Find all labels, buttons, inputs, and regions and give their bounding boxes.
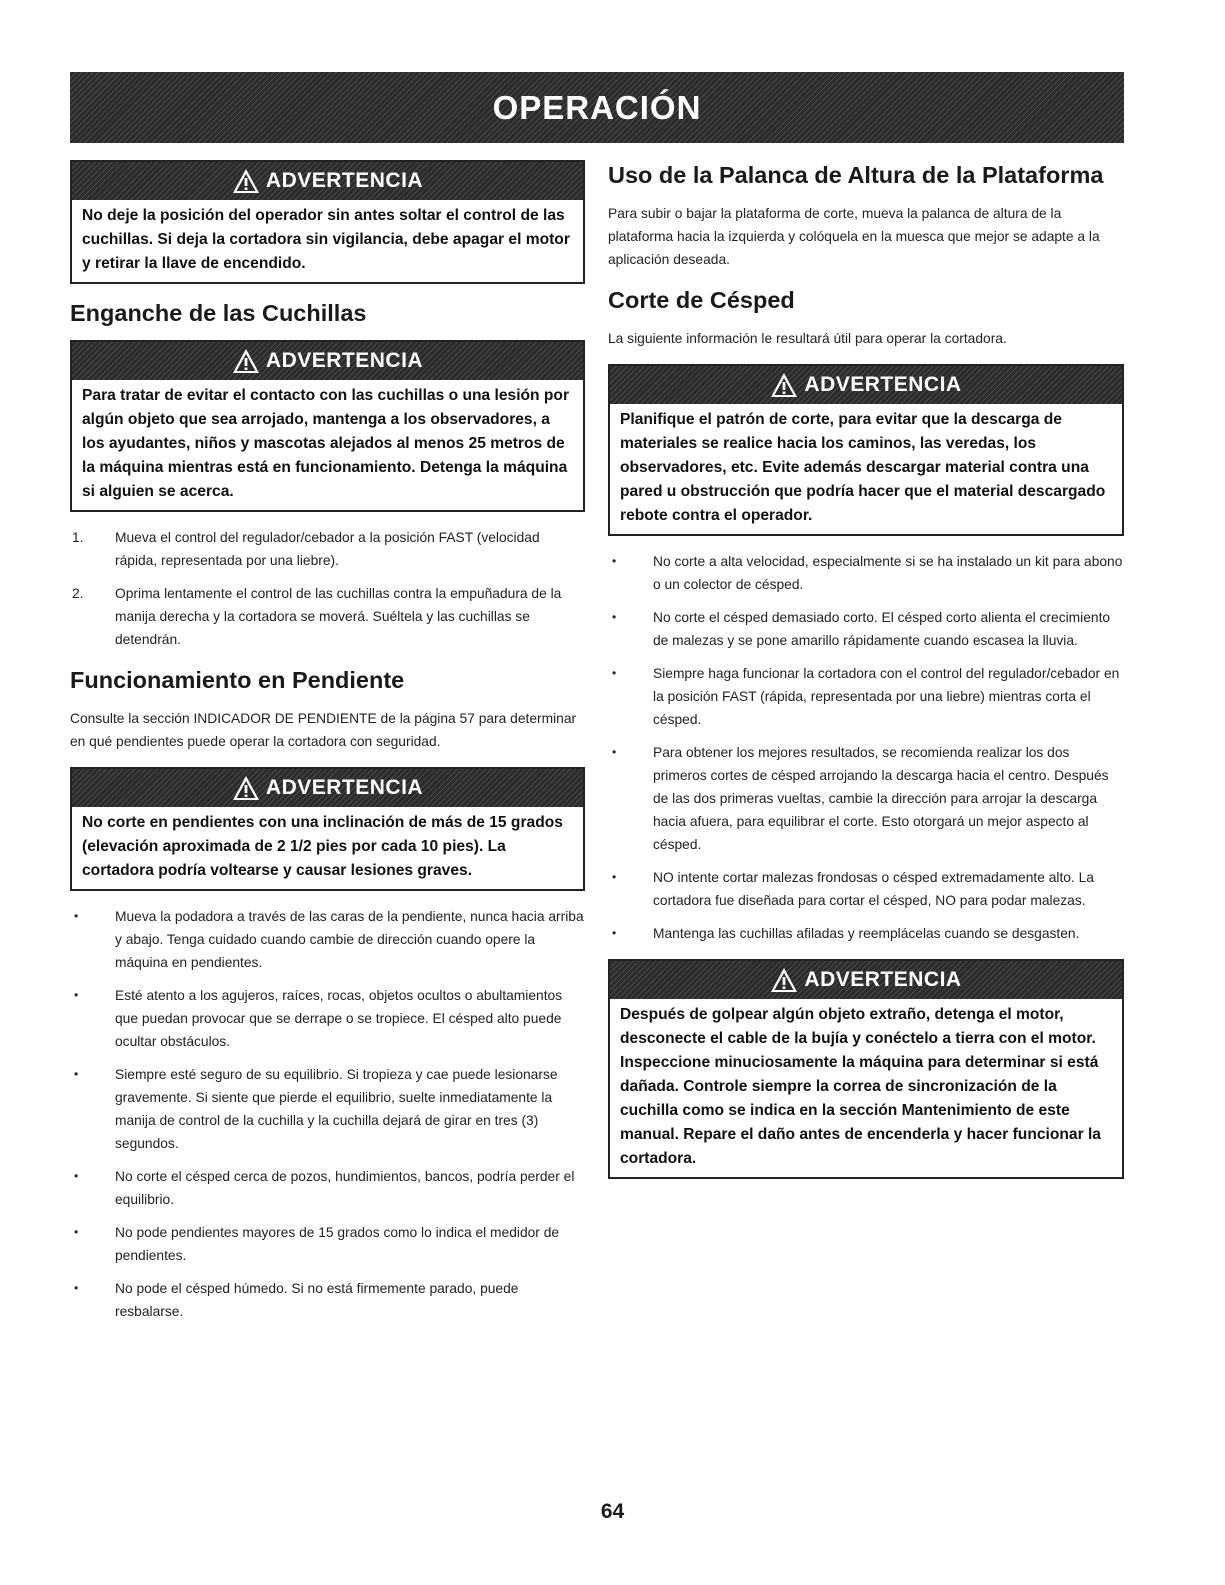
list-item: • NO intente cortar malezas frondosas o césped extremadamente alto. La cortadora fue diseñada para cortar el césped, NO para podar malezas. <box>612 870 1094 908</box>
bullet-text: No corte el césped cerca de pozos, hundimientos, bancos, podría perder el equilibrio. <box>115 1169 575 1207</box>
mowing-intro-text: La siguiente información le resultará útil para operar la cortadora. <box>608 331 1007 346</box>
page-title: OPERACIÓN <box>492 88 702 126</box>
page-number: 64 <box>600 1500 625 1523</box>
warning-box-discharge <box>608 364 1124 536</box>
warning-label: ADVERTENCIA <box>265 776 424 799</box>
section-title-deck-lever: Uso de la Palanca de Altura de la Plataforma <box>608 162 1104 188</box>
warning-header <box>72 342 583 380</box>
bullet-text: Mueva la podadora a través de las caras de la pendiente, nunca hacia arriba y abajo. Tenga cuidado cuando cambie de dirección cuando opere la máquina en pendientes. <box>115 909 584 970</box>
page-header-banner <box>70 72 1124 143</box>
slope-bullet-list <box>70 905 585 1323</box>
section-title-slope-operation: Funcionamiento en Pendiente <box>70 667 405 693</box>
step-number: 1. <box>72 530 84 545</box>
list-item: • Siempre esté seguro de su equilibrio. Si tropieza y cae puede lesionarse gravemente. Si siente que pierde el equilibrio, suelte inmediatamente la manija de control de la cuchilla y la cuchilla dejará de girar en tres (3) segundos. <box>74 1067 558 1151</box>
warning-triangle-icon <box>770 967 798 993</box>
list-item: • No pode pendientes mayores de 15 grados como lo indica el medidor de pendientes. <box>74 1225 560 1263</box>
warning-box-operator <box>70 160 585 284</box>
warning-label: ADVERTENCIA <box>804 968 962 991</box>
list-item: • No corte el césped demasiado corto. El césped corto alienta el crecimiento de malezas y se pone amarillo rápidamente cuando escasea la lluvia. <box>612 610 1111 648</box>
warning-label: ADVERTENCIA <box>265 349 424 372</box>
step-text: Oprima lentamente el control de las cuchillas contra la empuñadura de la manija derecha y la cortadora se moverá. Suéltela y las cuchillas se detendrán. <box>115 586 562 647</box>
list-item <box>70 582 585 651</box>
list-item: • No pode el césped húmedo. Si no está firmemente parado, puede resbalarse. <box>74 1281 519 1319</box>
bullet-text: Siempre haga funcionar la cortadora con el control del regulador/cebador en la posición FAST (rápida, representada por una liebre) mientras corta el césped. <box>653 666 1120 727</box>
list-item: • No corte a alta velocidad, especialmente si se ha instalado un kit para abono o un colector de césped. <box>612 554 1123 592</box>
warning-text: Para tratar de evitar el contacto con las cuchillas o una lesión por algún objeto que sea arrojado, mantenga a los observadores, a los ayudantes, niños y mascotas alejados al menos 25 metros de la máquina mientras está en funcionamiento. Detenga la máquina si alguien se acerca. <box>72 380 583 510</box>
bullet-text: No corte a alta velocidad, especialmente si se ha instalado un kit para abono o un colector de césped. <box>653 554 1123 592</box>
warning-triangle-icon <box>232 775 260 801</box>
warning-box-foreign-object <box>608 959 1124 1179</box>
warning-triangle-icon <box>770 372 798 398</box>
warning-label: ADVERTENCIA <box>265 169 424 192</box>
bullet-text: Para obtener los mejores resultados, se recomienda realizar los dos primeros cortes de césped arrojando la descarga hacia el centro. Después de las dos primeras vueltas, cambie la dirección para arrojar la descarga hacia afuera, para equilibrar el corte. Esto otorgará un mejor aspecto al césped. <box>653 745 1109 852</box>
list-item: • Siempre haga funcionar la cortadora con el control del regulador/cebador en la posición FAST (rápida, representada por una liebre) mientras corta el césped. <box>612 666 1120 727</box>
step-text: Mueva el control del regulador/cebador a la posición FAST (velocidad rápida, representada por una liebre). <box>115 530 540 568</box>
bullet-text: Mantenga las cuchillas afiladas y reemplácelas cuando se desgasten. <box>653 926 1080 941</box>
deck-lever-text: Para subir o bajar la plataforma de corte, mueva la palanca de altura de la plataforma hacia la izquierda y colóquela en la muesca que mejor se adapte a la aplicación deseada. <box>608 206 1100 267</box>
bullet-text: Siempre esté seguro de su equilibrio. Si tropieza y cae puede lesionarse gravemente. Si siente que pierde el equilibrio, suelte inmediatamente la manija de control de la cuchilla y la cuchilla dejará de girar en tres (3) segundos. <box>115 1067 558 1151</box>
list-item: • Esté atento a los agujeros, raíces, rocas, objetos ocultos o abultamientos que puedan provocar que se derrape o se tropiece. El césped alto puede ocultar obstáculos. <box>74 988 563 1049</box>
list-item: • Para obtener los mejores resultados, se recomienda realizar los dos primeros cortes de césped arrojando la descarga hacia el centro. Después de las dos primeras vueltas, cambie la dirección para arrojar la descarga hacia afuera, para equilibrar el corte. Esto otorgará un mejor aspecto al césped. <box>612 745 1109 852</box>
warning-box-slope <box>70 767 585 891</box>
section-title-mowing: Corte de Césped <box>608 287 795 313</box>
list-item: • No corte el césped cerca de pozos, hundimientos, bancos, podría perder el equilibrio. <box>74 1169 575 1207</box>
list-item: • Mantenga las cuchillas afiladas y reemplácelas cuando se desgasten. <box>612 926 1080 941</box>
slope-intro-text: Consulte la sección INDICADOR DE PENDIENTE de la página 57 para determinar en qué pendientes puede operar la cortadora con seguridad. <box>70 711 577 749</box>
warning-text: Planifique el patrón de corte, para evitar que la descarga de materiales se realice hacia los caminos, las veredas, los observadores, etc. Evite además descargar material contra una pared u obstrucción que podría hacer que el material descargado rebote contra el operador. <box>610 404 1122 534</box>
step-number: 2. <box>72 586 84 601</box>
warning-header <box>610 366 1122 404</box>
bullet-text: No pode el césped húmedo. Si no está firmemente parado, puede resbalarse. <box>115 1281 519 1319</box>
warning-text: No deje la posición del operador sin antes soltar el control de las cuchillas. Si deja la cortadora sin vigilancia, debe apagar el motor y retirar la llave de encendido. <box>72 200 583 282</box>
warning-header <box>610 961 1122 999</box>
bullet-text: No pode pendientes mayores de 15 grados como lo indica el medidor de pendientes. <box>115 1225 560 1263</box>
left-column <box>70 160 585 1337</box>
warning-triangle-icon <box>232 168 260 194</box>
blade-engagement-steps <box>70 526 585 651</box>
warning-text: No corte en pendientes con una inclinación de más de 15 grados (elevación aproximada de 2 1/2 pies por cada 10 pies). La cortadora podría voltearse y causar lesiones graves. <box>72 807 583 889</box>
warning-box-blades <box>70 340 585 512</box>
warning-triangle-icon <box>232 348 260 374</box>
list-item <box>70 526 585 572</box>
bullet-text: Esté atento a los agujeros, raíces, rocas, objetos ocultos o abultamientos que puedan provocar que se derrape o se tropiece. El césped alto puede ocultar obstáculos. <box>115 988 563 1049</box>
bullet-text: No corte el césped demasiado corto. El césped corto alienta el crecimiento de malezas y se pone amarillo rápidamente cuando escasea la lluvia. <box>653 610 1111 648</box>
warning-text: Después de golpear algún objeto extraño, detenga el motor, desconecte el cable de la bujía y conéctelo a tierra con el motor. Inspeccione minuciosamente la máquina para determinar si está dañada. Controle siempre la correa de sincronización de la cuchilla como se indica en la sección Mantenimiento de este manual. Repare el daño antes de encenderla y hacer funcionar la cortadora. <box>610 999 1122 1177</box>
warning-header <box>72 162 583 200</box>
bullet-text: NO intente cortar malezas frondosas o césped extremadamente alto. La cortadora fue diseñada para cortar el césped, NO para podar malezas. <box>653 870 1094 908</box>
warning-header <box>72 769 583 807</box>
list-item: • Mueva la podadora a través de las caras de la pendiente, nunca hacia arriba y abajo. Tenga cuidado cuando cambie de dirección cuando opere la máquina en pendientes. <box>74 909 584 970</box>
section-title-blade-engagement: Enganche de las Cuchillas <box>70 300 367 326</box>
warning-label: ADVERTENCIA <box>804 373 962 396</box>
mowing-bullet-list <box>608 550 1124 945</box>
right-column <box>608 160 1124 1193</box>
